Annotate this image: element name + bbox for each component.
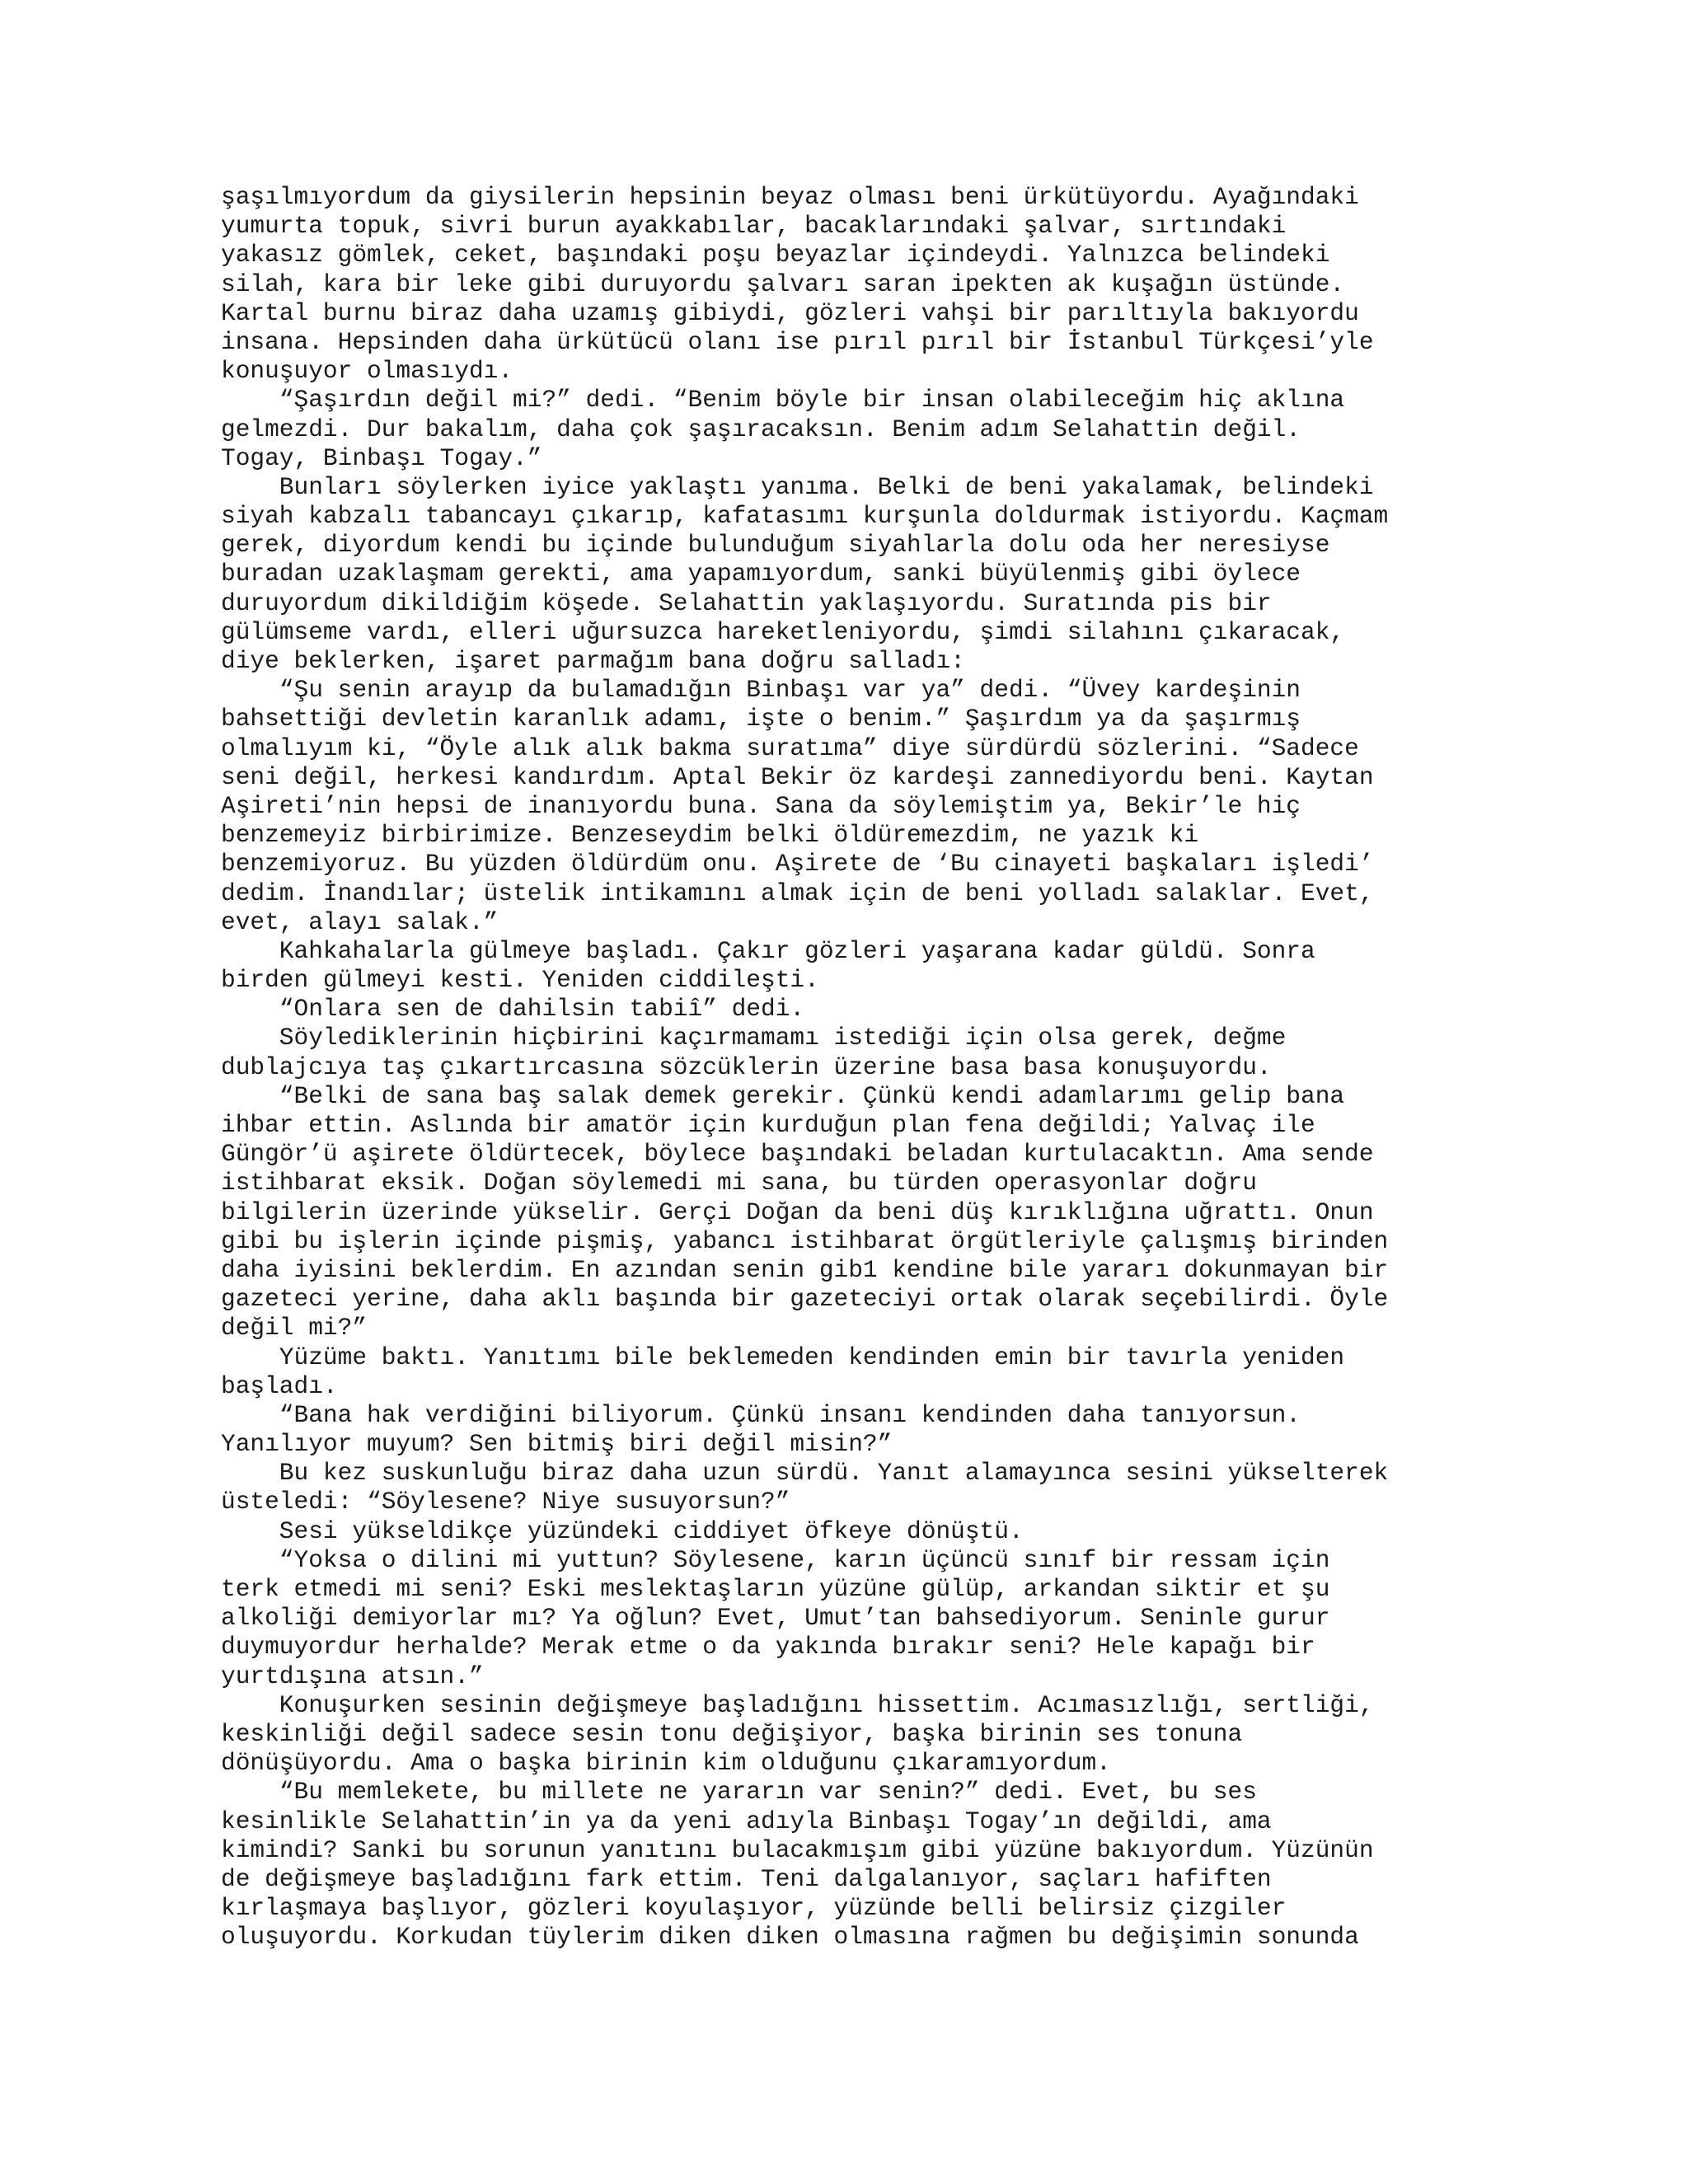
text-line: daha iyisini beklerdim. En azından senin gib1 kendine bile yararı dokunmayan bir xyxy=(221,1255,1389,1284)
text-line: bilgilerin üzerinde yükselir. Gerçi Doğan da beni düş kırıklığına uğrattı. Onun xyxy=(221,1197,1374,1226)
body-text xyxy=(221,183,1507,1952)
text-line: dublajcıya taş çıkartırcasına sözcüklerin üzerine basa basa konuşuyordu. xyxy=(221,1052,1272,1081)
text-line: siyah kabzalı tabancayı çıkarıp, kafatasımı kurşunla doldurmak istiyordu. Kaçmam xyxy=(221,502,1389,531)
text-line: ihbar ettin. Aslında bir amatör için kurduğun plan fena değildi; Yalvaç ile xyxy=(221,1111,1315,1139)
text-line: Sesi yükseldikçe yüzündeki ciddiyet öfkeye dönüştü. xyxy=(221,1516,1024,1545)
text-line: gülümseme vardı, elleri uğursuzca hareketleniyordu, şimdi silahını çıkaracak, xyxy=(221,617,1345,646)
text-line: kırlaşmaya başlıyor, gözleri koyulaşıyor, yüzünde belli belirsiz çizgiler xyxy=(221,1894,1287,1923)
text-line: buradan uzaklaşmam gerekti, ama yapamıyordum, sanki büyülenmiş gibi öylece xyxy=(221,560,1301,588)
text-line: Kahkahalarla gülmeye başladı. Çakır gözleri yaşarana kadar güldü. Sonra xyxy=(221,936,1315,965)
text-line: dönüşüyordu. Ama o başka birinin kim olduğunu çıkaramıyordum. xyxy=(221,1749,1111,1778)
text-line: evet, alayı salak.” xyxy=(221,907,499,936)
text-line: kimindi? Sanki bu sorunun yanıtını bulacakmışım gibi yüzüne bakıyordum. Yüzünün xyxy=(221,1835,1374,1864)
text-line: olmalıyım ki, “Öyle alık alık bakma suratıma” diye sürdürdü sözlerini. “Sadece xyxy=(221,733,1359,762)
text-line: benzemiyoruz. Bu yüzden öldürdüm onu. Aşirete de ‘Bu cinayeti başkaları işledi’ xyxy=(221,850,1374,879)
text-line: üsteledi: “Söylesene? Niye susuyorsun?” xyxy=(221,1488,790,1516)
text-line: benzemeyiz birbirimize. Benzeseydim belki öldüremezdim, ne yazık ki xyxy=(221,821,1199,850)
text-line: silah, kara bir leke gibi duruyordu şalvarı saran ipekten ak kuşağın üstünde. xyxy=(221,269,1345,298)
text-line: diye beklerken, işaret parmağım bana doğru salladı: xyxy=(221,647,965,675)
text-line: “Şu senin arayıp da bulamadığın Binbaşı var ya” dedi. “Üvey kardeşinin xyxy=(221,676,1301,705)
text-line: duymuyordur herhalde? Merak etme o da yakında bırakır seni? Hele kapağı bir xyxy=(221,1633,1315,1661)
text-line: “Belki de sana baş salak demek gerekir. Çünkü kendi adamlarımı gelip bana xyxy=(221,1081,1345,1110)
text-line: Kartal burnu biraz daha uzamış gibiydi, gözleri vahşi bir parıltıyla bakıyordu xyxy=(221,298,1359,327)
text-line: keskinliği değil sadece sesin tonu değişiyor, başka birinin ses tonuna xyxy=(221,1719,1243,1748)
text-line: Konuşurken sesinin değişmeye başladığını hissettim. Acımasızlığı, sertliği, xyxy=(221,1690,1374,1719)
text-line: Güngör’ü aşirete öldürtecek, böylece başındaki beladan kurtulacaktın. Ama sende xyxy=(221,1140,1374,1169)
text-line: “Yoksa o dilini mi yuttun? Söylesene, karın üçüncü sınıf bir ressam için xyxy=(221,1545,1330,1574)
text-line: duruyordum dikildiğim köşede. Selahattin yaklaşıyordu. Suratında pis bir xyxy=(221,588,1272,617)
text-line: alkoliği demiyorlar mı? Ya oğlun? Evet, Umut’tan bahsediyorum. Seninle gurur xyxy=(221,1604,1330,1633)
text-line: gazeteci yerine, daha aklı başında bir gazeteciyi ortak olarak seçebilirdi. Öyle xyxy=(221,1285,1389,1314)
text-line: “Onlara sen de dahilsin tabiî” dedi. xyxy=(221,995,805,1024)
text-line: Togay, Binbaşı Togay.” xyxy=(221,443,542,472)
text-line: Yüzüme baktı. Yanıtımı bile beklemeden kendinden emin bir tavırla yeniden xyxy=(221,1343,1345,1371)
text-line: “Şaşırdın değil mi?” dedi. “Benim böyle bir insan olabileceğim hiç aklına xyxy=(221,386,1345,415)
text-line: Söylediklerinin hiçbirini kaçırmamamı istediği için olsa gerek, değme xyxy=(221,1024,1287,1052)
text-line: yumurta topuk, sivri burun ayakkabılar, bacaklarındaki şalvar, sırtındaki xyxy=(221,212,1287,241)
text-line: istihbarat eksik. Doğan söylemedi mi sana, bu türden operasyonlar doğru xyxy=(221,1169,1257,1197)
text-line: terk etmedi mi seni? Eski meslektaşların yüzüne gülüp, arkandan siktir et şu xyxy=(221,1575,1330,1603)
text-line: başladı. xyxy=(221,1371,338,1400)
text-line: seni değil, herkesi kandırdım. Aptal Bekir öz kardeşi zannediyordu beni. Kaytan xyxy=(221,762,1374,791)
text-line: bahsettiği devletin karanlık adamı, işte o benim.” Şaşırdım ya da şaşırmış xyxy=(221,705,1301,733)
text-line: gelmezdi. Dur bakalım, daha çok şaşıracaksın. Benim adım Selahattin değil. xyxy=(221,415,1301,443)
text-line: yakasız gömlek, ceket, başındaki poşu beyazlar içindeydi. Yalnızca belindeki xyxy=(221,241,1330,269)
text-line: konuşuyor olmasıydı. xyxy=(221,357,513,386)
text-line: dedim. İnandılar; üstelik intikamını almak için de beni yolladı salaklar. Evet, xyxy=(221,879,1374,907)
text-line: şaşılmıyordum da giysilerin hepsinin beyaz olması beni ürkütüyordu. Ayağındaki xyxy=(221,183,1359,211)
text-line: gerek, diyordum kendi bu içinde bulunduğum siyahlarla dolu oda her neresiyse xyxy=(221,531,1330,560)
text-line: gibi bu işlerin içinde pişmiş, yabancı istihbarat örgütleriyle çalışmış birinden xyxy=(221,1226,1389,1255)
text-line: Yanılıyor muyum? Sen bitmiş biri değil misin?” xyxy=(221,1430,893,1459)
text-line: insana. Hepsinden daha ürkütücü olanı ise pırıl pırıl bir İstanbul Türkçesi’yle xyxy=(221,327,1374,356)
text-line: Aşireti’nin hepsi de inanıyordu buna. Sana da söylemiştim ya, Bekir’le hiç xyxy=(221,791,1301,820)
text-line: yurtdışına atsın.” xyxy=(221,1661,484,1690)
text-line: kesinlikle Selahattin’in ya da yeni adıyla Binbaşı Togay’ın değildi, ama xyxy=(221,1807,1272,1835)
text-line: değil mi?” xyxy=(221,1314,368,1343)
text-line: de değişmeye başladığını fark ettim. Teni dalgalanıyor, saçları hafiften xyxy=(221,1864,1272,1893)
text-line: Bu kez suskunluğu biraz daha uzun sürdü. Yanıt alamayınca sesini yükselterek xyxy=(221,1459,1389,1488)
text-line: oluşuyordu. Korkudan tüylerim diken diken olmasına rağmen bu değişimin sonunda xyxy=(221,1923,1359,1952)
text-line: “Bana hak verdiğini biliyorum. Çünkü insanı kendinden daha tanıyorsun. xyxy=(221,1400,1301,1429)
text-line: “Bu memlekete, bu millete ne yararın var senin?” dedi. Evet, bu ses xyxy=(221,1778,1257,1807)
text-line: birden gülmeyi kesti. Yeniden ciddileşti. xyxy=(221,966,819,995)
text-line: Bunları söylerken iyice yaklaştı yanıma. Belki de beni yakalamak, belindeki xyxy=(221,472,1374,501)
